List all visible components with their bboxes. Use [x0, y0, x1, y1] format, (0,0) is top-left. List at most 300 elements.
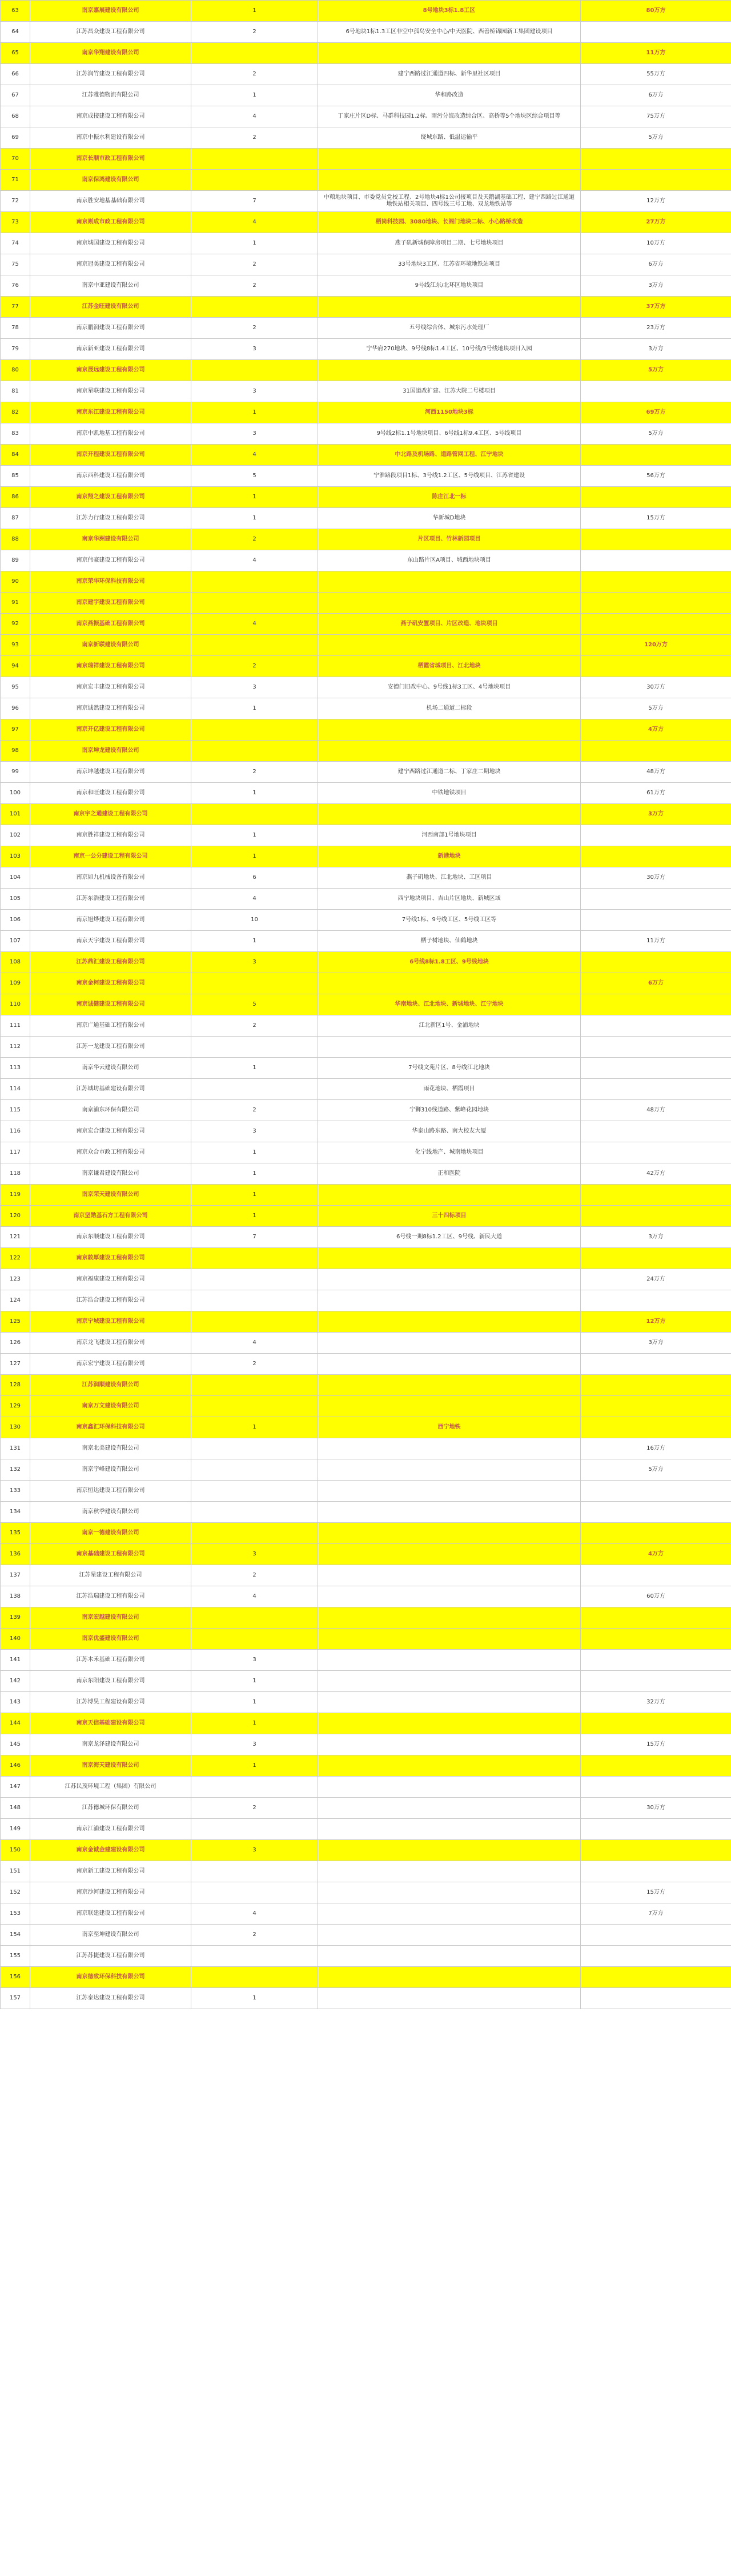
cell-amount: 24万方	[581, 1269, 731, 1290]
cell-company-name: 江苏民茂环境工程（集团）有限公司	[30, 1777, 191, 1798]
table-row	[1, 1121, 731, 1142]
cell-count	[191, 1819, 318, 1840]
cell-number: 125	[1, 1311, 30, 1333]
table-row	[1, 1311, 731, 1333]
cell-projects	[318, 1459, 581, 1481]
cell-projects: 华泰山路东路、南大校友大厦	[318, 1121, 581, 1142]
cell-number: 111	[1, 1015, 30, 1037]
cell-company-name: 南京则成市政工程有限公司	[30, 212, 191, 233]
table-row	[1, 1037, 731, 1058]
cell-count: 2	[191, 1354, 318, 1375]
table-row	[1, 423, 731, 445]
cell-count: 7	[191, 1227, 318, 1248]
cell-number: 90	[1, 571, 30, 593]
table-row	[1, 1290, 731, 1311]
cell-amount	[581, 1713, 731, 1734]
cell-amount: 12万方	[581, 1311, 731, 1333]
cell-projects: 宁狮310线道路、紫峰花园地块	[318, 1100, 581, 1121]
cell-amount: 69万方	[581, 402, 731, 423]
cell-projects: 燕子矶新城保障房项目二期、七号地块项目	[318, 233, 581, 254]
table-row	[1, 1185, 731, 1206]
cell-number: 74	[1, 233, 30, 254]
cell-company-name: 南京恒达建设工程有限公司	[30, 1481, 191, 1502]
table-row	[1, 825, 731, 846]
cell-company-name: 江苏星建设工程有限公司	[30, 1565, 191, 1586]
cell-amount	[581, 550, 731, 571]
cell-company-name: 江苏东浩建设工程有限公司	[30, 889, 191, 910]
cell-company-name: 南京龙飞建设工程有限公司	[30, 1333, 191, 1354]
cell-projects	[318, 1037, 581, 1058]
table-row	[1, 1755, 731, 1777]
cell-company-name: 南京金诚金建建设有限公司	[30, 1840, 191, 1861]
cell-number: 81	[1, 381, 30, 402]
cell-amount: 48万方	[581, 762, 731, 783]
cell-count: 2	[191, 1015, 318, 1037]
cell-projects	[318, 1629, 581, 1650]
cell-count: 3	[191, 1544, 318, 1565]
cell-company-name: 南京至坤建设有限公司	[30, 1925, 191, 1946]
cell-amount	[581, 22, 731, 43]
cell-amount	[581, 1565, 731, 1586]
cell-amount: 5万方	[581, 698, 731, 719]
cell-amount	[581, 1925, 731, 1946]
cell-company-name: 江苏金旺建设有限公司	[30, 297, 191, 318]
cell-projects	[318, 1311, 581, 1333]
table-row	[1, 1925, 731, 1946]
table-row	[1, 64, 731, 85]
table-row	[1, 402, 731, 423]
table-row	[1, 550, 731, 571]
cell-amount: 15万方	[581, 1882, 731, 1903]
cell-company-name: 南京瑞祥建设工程有限公司	[30, 656, 191, 677]
cell-company-name: 南京成接建设工程有限公司	[30, 106, 191, 127]
cell-count: 4	[191, 614, 318, 635]
cell-company-name: 南京众合市政工程有限公司	[30, 1142, 191, 1163]
table-row	[1, 719, 731, 741]
cell-company-name: 南京开程建设工程有限公司	[30, 445, 191, 466]
cell-count	[191, 1438, 318, 1459]
cell-company-name: 南京敦厚建设工程有限公司	[30, 1248, 191, 1269]
table-row	[1, 191, 731, 212]
cell-amount: 4万方	[581, 1544, 731, 1565]
cell-company-name: 南京冠美建设工程有限公司	[30, 254, 191, 275]
cell-number: 112	[1, 1037, 30, 1058]
cell-number: 128	[1, 1375, 30, 1396]
cell-number: 142	[1, 1671, 30, 1692]
cell-projects: 西宁地块项目、吉山片区地块、新城区域	[318, 889, 581, 910]
table-row	[1, 1481, 731, 1502]
cell-company-name: 南京宏宁建设工程有限公司	[30, 1354, 191, 1375]
cell-amount	[581, 889, 731, 910]
cell-amount: 11万方	[581, 931, 731, 952]
cell-number: 103	[1, 846, 30, 867]
cell-projects	[318, 1586, 581, 1607]
cell-count: 2	[191, 1798, 318, 1819]
table-row	[1, 1417, 731, 1438]
cell-projects	[318, 741, 581, 762]
cell-count: 1	[191, 402, 318, 423]
cell-projects	[318, 719, 581, 741]
cell-count: 3	[191, 1121, 318, 1142]
cell-projects: 33号地块3工区、江苏省环境地铁站项目	[318, 254, 581, 275]
cell-count: 1	[191, 487, 318, 508]
cell-amount	[581, 1502, 731, 1523]
table-row	[1, 973, 731, 994]
cell-number: 92	[1, 614, 30, 635]
cell-projects: 五号线综合体、城东污水处理厂	[318, 318, 581, 339]
cell-count: 2	[191, 275, 318, 297]
cell-number: 124	[1, 1290, 30, 1311]
cell-projects	[318, 1438, 581, 1459]
cell-projects: 中粮地块项目、市委党员党校工程、2号地块4标1公司接项目及天鹅湖基础工程、建宁西路过江通道地铁站相关项目、四号线三号工地、双龙地铁站等	[318, 191, 581, 212]
cell-projects: 中北路及机场路、道路管网工程、江宁地块	[318, 445, 581, 466]
cell-amount	[581, 1142, 731, 1163]
cell-number: 73	[1, 212, 30, 233]
cell-company-name: 江苏博昊工程建设有限公司	[30, 1692, 191, 1713]
cell-projects: 宁华府270地块、9号线8标1.4工区、10号线/3号线地块项目入园	[318, 339, 581, 360]
cell-company-name: 南京伟豪建设工程有限公司	[30, 550, 191, 571]
cell-number: 151	[1, 1861, 30, 1882]
cell-projects	[318, 1798, 581, 1819]
cell-count	[191, 1375, 318, 1396]
cell-number: 110	[1, 994, 30, 1015]
table-row	[1, 910, 731, 931]
cell-number: 134	[1, 1502, 30, 1523]
cell-company-name: 南京鹏润建设工程有限公司	[30, 318, 191, 339]
table-row	[1, 85, 731, 106]
cell-company-name: 南京胜安地基基础有限公司	[30, 191, 191, 212]
cell-count: 3	[191, 423, 318, 445]
cell-company-name: 南京和旺建设工程有限公司	[30, 783, 191, 804]
cell-amount: 120万方	[581, 635, 731, 656]
table-row	[1, 1058, 731, 1079]
cell-amount	[581, 1375, 731, 1396]
cell-count	[191, 170, 318, 191]
cell-amount	[581, 994, 731, 1015]
cell-company-name: 南京坤龙建设有限公司	[30, 741, 191, 762]
cell-amount: 12万方	[581, 191, 731, 212]
cell-amount	[581, 1058, 731, 1079]
cell-company-name: 南京宇之通建设工程有限公司	[30, 804, 191, 825]
cell-company-name: 南京福康建设工程有限公司	[30, 1269, 191, 1290]
cell-projects: 河西南部1号地块项目	[318, 825, 581, 846]
cell-projects: 建宁西路过江通道二标、丁家庄二期地块	[318, 762, 581, 783]
cell-company-name: 南京谦君建设有限公司	[30, 1163, 191, 1185]
cell-projects	[318, 1777, 581, 1798]
cell-company-name: 南京新工建设工程有限公司	[30, 1861, 191, 1882]
cell-number: 148	[1, 1798, 30, 1819]
cell-number: 146	[1, 1755, 30, 1777]
cell-amount: 7万方	[581, 1903, 731, 1925]
cell-number: 108	[1, 952, 30, 973]
cell-count: 1	[191, 1417, 318, 1438]
cell-number: 135	[1, 1523, 30, 1544]
cell-count	[191, 1861, 318, 1882]
cell-count: 3	[191, 339, 318, 360]
cell-count: 2	[191, 22, 318, 43]
cell-number: 138	[1, 1586, 30, 1607]
cell-company-name: 南京星联建设工程有限公司	[30, 381, 191, 402]
cell-number: 120	[1, 1206, 30, 1227]
cell-company-name: 南京华洲建设有限公司	[30, 529, 191, 550]
cell-amount: 3万方	[581, 1227, 731, 1248]
cell-number: 91	[1, 593, 30, 614]
cell-projects: 7号线文苑片区、8号线江北地块	[318, 1058, 581, 1079]
cell-company-name: 南京优盛建设有限公司	[30, 1629, 191, 1650]
cell-projects: 建宁西路过江通道四标、新华里社区项目	[318, 64, 581, 85]
cell-amount: 3万方	[581, 339, 731, 360]
cell-company-name: 南京如九机械设备有限公司	[30, 867, 191, 889]
cell-company-name: 南京广通基础工程有限公司	[30, 1015, 191, 1037]
cell-number: 109	[1, 973, 30, 994]
table-row	[1, 466, 731, 487]
cell-projects	[318, 1946, 581, 1967]
cell-amount	[581, 1121, 731, 1142]
cell-count	[191, 571, 318, 593]
cell-company-name: 南京东顺建设工程有限公司	[30, 1227, 191, 1248]
cell-amount: 16万方	[581, 1438, 731, 1459]
cell-company-name: 南京新联建设有限公司	[30, 635, 191, 656]
cell-number: 126	[1, 1333, 30, 1354]
cell-amount: 55万方	[581, 64, 731, 85]
cell-number: 145	[1, 1734, 30, 1755]
table-row	[1, 1692, 731, 1713]
cell-company-name: 南京宁城建设工程有限公司	[30, 1311, 191, 1333]
cell-number: 102	[1, 825, 30, 846]
cell-projects: 中铁地铁项目	[318, 783, 581, 804]
cell-amount	[581, 1037, 731, 1058]
cell-amount: 27万方	[581, 212, 731, 233]
cell-number: 122	[1, 1248, 30, 1269]
cell-amount: 5万方	[581, 127, 731, 149]
cell-company-name: 南京中亚建设有限公司	[30, 275, 191, 297]
cell-count	[191, 1481, 318, 1502]
cell-number: 137	[1, 1565, 30, 1586]
table-row	[1, 1142, 731, 1163]
cell-count	[191, 1502, 318, 1523]
cell-company-name: 南京江浦建设工程有限公司	[30, 1819, 191, 1840]
cell-count: 1	[191, 85, 318, 106]
cell-number: 99	[1, 762, 30, 783]
cell-projects	[318, 1481, 581, 1502]
cell-number: 87	[1, 508, 30, 529]
table-row	[1, 867, 731, 889]
cell-count: 1	[191, 1185, 318, 1206]
cell-projects: 栖岗科技园、3080地块、长阁门地块二标、小心路桥改造	[318, 212, 581, 233]
table-row	[1, 1819, 731, 1840]
cell-amount	[581, 529, 731, 550]
cell-number: 123	[1, 1269, 30, 1290]
cell-count	[191, 1882, 318, 1903]
cell-amount	[581, 1840, 731, 1861]
table-row	[1, 741, 731, 762]
cell-count	[191, 719, 318, 741]
cell-projects	[318, 1269, 581, 1290]
cell-number: 144	[1, 1713, 30, 1734]
cell-number: 94	[1, 656, 30, 677]
cell-projects: 9号线2标1.1号地块项目、6号线1标9.4工区、5号线项目	[318, 423, 581, 445]
cell-projects: 宁淮路段项目1标、3号线1.2工区、5号线项目、江苏省建设	[318, 466, 581, 487]
table-row	[1, 1671, 731, 1692]
cell-amount	[581, 614, 731, 635]
cell-projects	[318, 1502, 581, 1523]
table-row	[1, 1777, 731, 1798]
cell-company-name: 南京德致环保科技有限公司	[30, 1967, 191, 1988]
table-row	[1, 677, 731, 698]
cell-amount	[581, 445, 731, 466]
table-row	[1, 1544, 731, 1565]
cell-company-name: 南京开亿建设工程有限公司	[30, 719, 191, 741]
table-row	[1, 994, 731, 1015]
table-row	[1, 1333, 731, 1354]
cell-count	[191, 593, 318, 614]
cell-company-name: 南京长顺市政工程有限公司	[30, 149, 191, 170]
cell-amount	[581, 656, 731, 677]
cell-company-name: 南京保鸿建设有限公司	[30, 170, 191, 191]
cell-count: 1	[191, 1163, 318, 1185]
cell-count: 4	[191, 106, 318, 127]
table-row	[1, 762, 731, 783]
cell-projects	[318, 1861, 581, 1882]
table-row	[1, 571, 731, 593]
cell-count	[191, 1629, 318, 1650]
cell-number: 101	[1, 804, 30, 825]
table-row	[1, 22, 731, 43]
table-row	[1, 1650, 731, 1671]
table-row	[1, 614, 731, 635]
cell-count: 1	[191, 1713, 318, 1734]
cell-projects: 31国道改扩建、江苏大院二号楼项目	[318, 381, 581, 402]
table-row	[1, 1734, 731, 1755]
cell-number: 100	[1, 783, 30, 804]
table-row	[1, 1882, 731, 1903]
cell-number: 95	[1, 677, 30, 698]
cell-company-name: 南京一德建设有限公司	[30, 1523, 191, 1544]
cell-projects	[318, 1819, 581, 1840]
cell-count: 1	[191, 825, 318, 846]
cell-amount	[581, 170, 731, 191]
cell-number: 113	[1, 1058, 30, 1079]
cell-amount: 61万方	[581, 783, 731, 804]
table-row	[1, 804, 731, 825]
cell-number: 88	[1, 529, 30, 550]
cell-projects	[318, 360, 581, 381]
cell-projects	[318, 1544, 581, 1565]
cell-projects	[318, 635, 581, 656]
cell-projects	[318, 1248, 581, 1269]
cell-projects: 东山路片区A项目、城西地块项目	[318, 550, 581, 571]
table-row	[1, 783, 731, 804]
cell-amount	[581, 593, 731, 614]
table-row	[1, 1206, 731, 1227]
cell-projects: 华新城D地块	[318, 508, 581, 529]
cell-amount	[581, 1988, 731, 2009]
table-row	[1, 1713, 731, 1734]
cell-amount	[581, 1607, 731, 1629]
cell-company-name: 南京中振水利建设有限公司	[30, 127, 191, 149]
cell-number: 86	[1, 487, 30, 508]
cell-amount: 3万方	[581, 804, 731, 825]
cell-number: 106	[1, 910, 30, 931]
cell-company-name: 南京东阳建设工程有限公司	[30, 1671, 191, 1692]
cell-amount	[581, 1481, 731, 1502]
cell-amount	[581, 1206, 731, 1227]
cell-projects: 三十四标项目	[318, 1206, 581, 1227]
table-row	[1, 1861, 731, 1882]
cell-amount: 4万方	[581, 719, 731, 741]
cell-count: 10	[191, 910, 318, 931]
cell-projects: 9号线江东/北环区地块项目	[318, 275, 581, 297]
cell-count: 4	[191, 445, 318, 466]
cell-amount	[581, 149, 731, 170]
cell-projects: 华和路改造	[318, 85, 581, 106]
cell-number: 147	[1, 1777, 30, 1798]
cell-company-name: 江苏雅德物流有限公司	[30, 85, 191, 106]
cell-number: 114	[1, 1079, 30, 1100]
table-row	[1, 1967, 731, 1988]
table-row	[1, 297, 731, 318]
cell-count: 2	[191, 254, 318, 275]
cell-amount: 32万方	[581, 1692, 731, 1713]
cell-count	[191, 1459, 318, 1481]
cell-amount	[581, 1185, 731, 1206]
cell-projects: 正和医院	[318, 1163, 581, 1185]
cell-projects	[318, 1565, 581, 1586]
cell-count: 2	[191, 127, 318, 149]
cell-number: 93	[1, 635, 30, 656]
cell-projects: 新港地块	[318, 846, 581, 867]
cell-number: 154	[1, 1925, 30, 1946]
table-row	[1, 1248, 731, 1269]
table-row	[1, 1438, 731, 1459]
cell-projects: 6号地块1标1.3工区非空中孤岛安全中心/中天医院、西善桥锦园新工集团建设项目	[318, 22, 581, 43]
cell-number: 127	[1, 1354, 30, 1375]
cell-projects	[318, 170, 581, 191]
cell-number: 149	[1, 1819, 30, 1840]
cell-amount: 23万方	[581, 318, 731, 339]
cell-projects	[318, 1713, 581, 1734]
cell-projects	[318, 1607, 581, 1629]
cell-amount: 6万方	[581, 85, 731, 106]
cell-company-name: 南京海天建设有限公司	[30, 1755, 191, 1777]
cell-company-name: 南京坤越建设工程有限公司	[30, 762, 191, 783]
cell-projects: 陈庄江北一标	[318, 487, 581, 508]
cell-projects: 8号地块3标1.8工区	[318, 1, 581, 22]
cell-company-name: 南京北美建设有限公司	[30, 1438, 191, 1459]
cell-count: 2	[191, 1925, 318, 1946]
cell-company-name: 南京建宇建设工程有限公司	[30, 593, 191, 614]
cell-count	[191, 1777, 318, 1798]
cell-number: 116	[1, 1121, 30, 1142]
cell-amount	[581, 1819, 731, 1840]
cell-count: 4	[191, 550, 318, 571]
cell-count: 1	[191, 698, 318, 719]
cell-number: 118	[1, 1163, 30, 1185]
table-row	[1, 698, 731, 719]
cell-count: 1	[191, 1142, 318, 1163]
cell-company-name: 江苏德城环保有限公司	[30, 1798, 191, 1819]
cell-count	[191, 1396, 318, 1417]
cell-company-name: 南京荣华环保科技有限公司	[30, 571, 191, 593]
cell-count: 2	[191, 1100, 318, 1121]
cell-amount: 15万方	[581, 1734, 731, 1755]
cell-amount: 3万方	[581, 1333, 731, 1354]
cell-company-name: 江苏苏捷建设工程有限公司	[30, 1946, 191, 1967]
cell-count	[191, 635, 318, 656]
cell-count	[191, 1269, 318, 1290]
table-row	[1, 318, 731, 339]
cell-projects	[318, 297, 581, 318]
